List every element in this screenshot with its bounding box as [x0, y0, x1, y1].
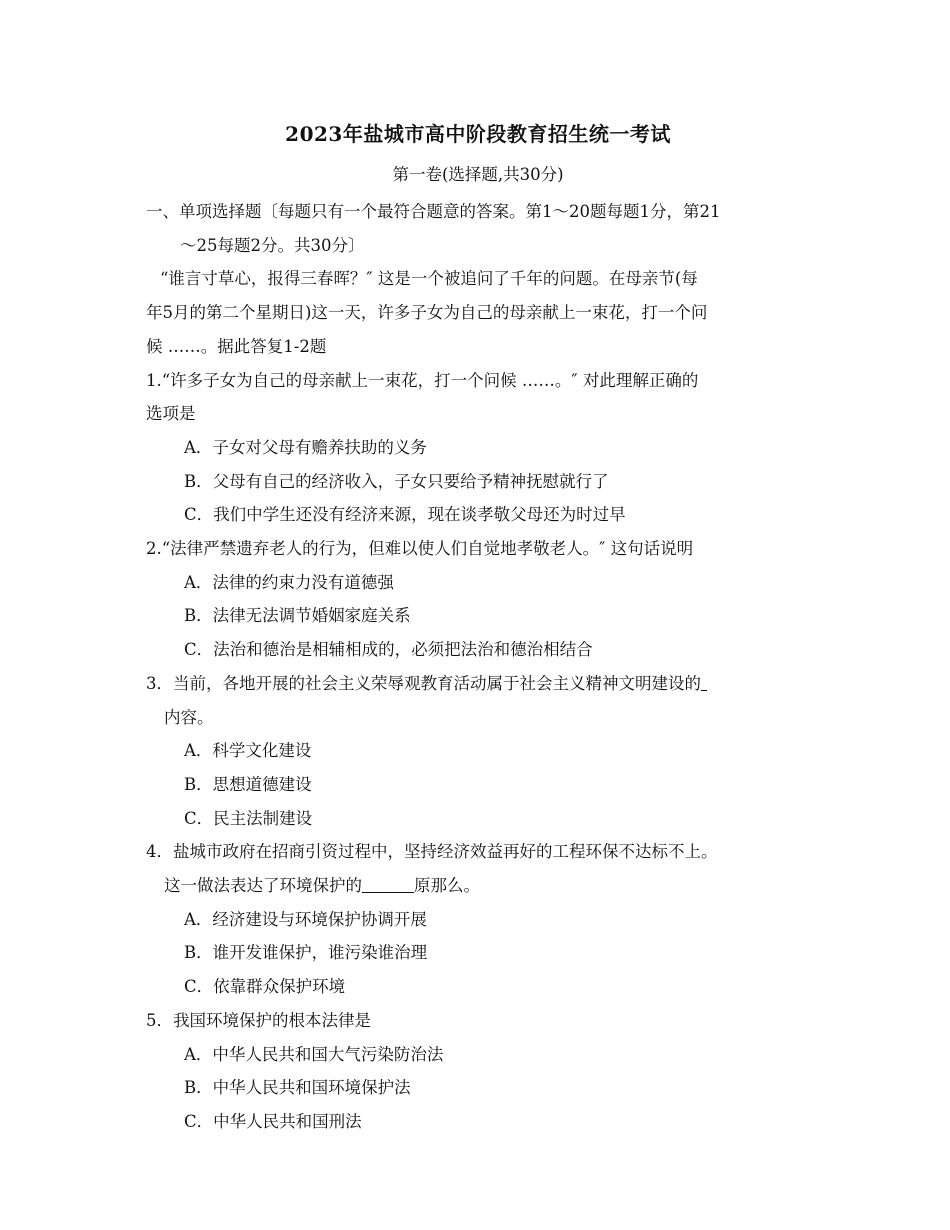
question-1 [146, 364, 810, 431]
question-2-text: 2.“法律严禁遗弃老人的行为，但难以使人们自觉地孝敬老人。″ 这句话说明 [146, 539, 694, 559]
question-4-option-a: A．经济建设与环境保护协调开展 [184, 909, 427, 929]
question-4-option-c: C．依靠群众保护环境 [184, 977, 346, 997]
question-4-text-post: 原那么。 [414, 876, 480, 896]
question-4-option-b: B．谁开发谁保护，谁污染谁治理 [184, 943, 428, 963]
question-5 [146, 1004, 810, 1038]
answer-blank [701, 674, 707, 691]
question-3-option-c: C．民主法制建设 [184, 808, 313, 828]
question-2-option-a: A．法律的约束力没有道德强 [184, 572, 394, 592]
question-2-option-b: B．法律无法调节婚姻家庭关系 [184, 606, 411, 626]
question-5-option-c: C．中华人民共和国刑法 [184, 1111, 362, 1131]
intro-line3: 候 ……。据此答复1-2题 [146, 336, 327, 356]
question-1-option-a: A．子女对父母有赡养扶助的义务 [184, 437, 427, 457]
question-3-text-cont: 内容。 [164, 707, 214, 727]
question-3 [146, 667, 810, 734]
question-5-option-b: B．中华人民共和国环境保护法 [184, 1078, 411, 1098]
question-2-option-c: C．法治和德治是相辅相成的，必须把法治和德治相结合 [184, 640, 593, 660]
question-1-text: 1.“许多子女为自己的母亲献上一束花，打一个问候 ……。″ 对此理解正确的 [146, 370, 699, 390]
page-title: 2023年盐城市高中阶段教育招生统一考试 [285, 122, 671, 146]
intro-line2: 年5月的第二个星期日)这一天，许多子女为自己的母亲献上一束花，打一个问 [146, 303, 708, 323]
question-3-text: 3．当前，各地开展的社会主义荣辱观教育活动属于社会主义精神文明建设的 [146, 673, 701, 693]
page-subtitle: 第一卷(选择题,共30分) [392, 165, 564, 184]
question-3-option-b: B．思想道德建设 [184, 774, 312, 794]
question-1-option-b: B．父母有自己的经济收入，子女只要给予精神抚慰就行了 [184, 471, 609, 491]
question-1-text-cont: 选项是 [146, 404, 196, 424]
question-2 [146, 532, 810, 566]
question-3-line [146, 667, 810, 701]
intro-line1: “谁言寸草心，报得三春晖？″ 这是一个被追问了千年的问题。在母亲节(每 [160, 269, 698, 289]
section-heading-line1: 一、单项选择题〔每题只有一个最符合题意的答案。第1～20题每题1分，第21 [146, 202, 721, 221]
question-4-text-pre: 这一做法表达了环境保护的 [164, 876, 362, 896]
question-3-option-a: A．科学文化建设 [184, 741, 312, 761]
section-heading [146, 195, 810, 262]
question-5-option-a: A．中华人民共和国大气污染防治法 [184, 1044, 444, 1064]
question-4-text-cont [146, 869, 810, 903]
section-heading-line2: ～25每题2分。共30分〕 [180, 235, 365, 255]
question-5-text: 5．我国环境保护的根本法律是 [146, 1010, 371, 1030]
question-4 [146, 835, 810, 902]
answer-blank [362, 876, 414, 893]
intro-paragraph [146, 262, 810, 363]
question-1-option-c: C．我们中学生还没有经济来源，现在谈孝敬父母还为时过早 [184, 505, 626, 525]
question-4-text: 4．盐城市政府在招商引资过程中，坚持经济效益再好的工程环保不达标不上。 [146, 842, 718, 862]
